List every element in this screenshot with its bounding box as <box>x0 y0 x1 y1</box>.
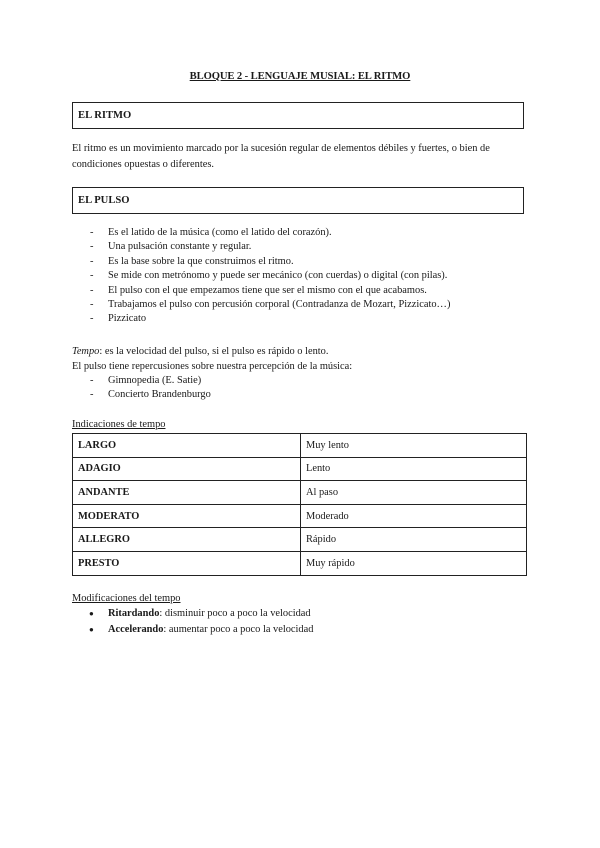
pulso-list <box>72 226 450 327</box>
list-item: - Es la base sobre la que construimos el ritmo. <box>72 255 450 269</box>
tempo-term-cell: PRESTO <box>73 551 301 575</box>
document-title: BLOQUE 2 - LENGUAJE MUSIAL: EL RITMO <box>189 71 411 82</box>
table-row <box>73 434 527 458</box>
modificaciones-list <box>72 606 313 637</box>
list-item: - Una pulsación constante y regular. <box>72 240 450 254</box>
list-item: - Trabajamos el pulso con percusión corporal (Contradanza de Mozart, Pizzicato…) <box>72 298 450 312</box>
modification-term: Ritardando <box>108 608 160 619</box>
tempo-meaning-cell: Moderado <box>301 504 527 528</box>
table-row <box>73 481 527 505</box>
tempo-term-cell: LARGO <box>73 434 301 458</box>
list-item <box>72 606 313 622</box>
list-item: - Gimnopedia (E. Satie) <box>72 374 211 388</box>
section-heading-pulso: EL PULSO <box>72 187 524 214</box>
tempo-term-cell: ANDANTE <box>73 481 301 505</box>
tempo-meaning-cell: Muy lento <box>301 434 527 458</box>
list-item: - Concierto Brandenburgo <box>72 388 211 402</box>
tempo-definition <box>72 344 528 359</box>
tempo-repercussions: El pulso tiene repercusiones sobre nuestra percepción de la música: <box>72 361 353 372</box>
list-item <box>72 622 313 638</box>
list-item: - Pizzicato <box>72 312 450 326</box>
tempo-meaning-cell: Muy rápido <box>301 551 527 575</box>
tempo-definition-text: : es la velocidad del pulso, si el pulso es rápido o lento. <box>99 346 329 357</box>
list-item: - Es el latido de la música (como el latido del corazón). <box>72 226 450 240</box>
modification-text: : aumentar poco a poco la velocidad <box>163 623 314 635</box>
tempo-examples-list <box>72 374 211 403</box>
indicaciones-heading: Indicaciones de tempo <box>72 419 166 430</box>
list-item: - El pulso con el que empezamos tiene que ser el mismo con el que acabamos. <box>72 284 450 298</box>
modification-text: : disminuir poco a poco la velocidad <box>159 608 311 619</box>
tempo-meaning-cell: Rápido <box>301 528 527 552</box>
tempo-meaning-cell: Lento <box>301 457 527 481</box>
table-row <box>73 457 527 481</box>
modification-term: Accelerando <box>108 623 164 635</box>
tempo-meaning-cell: Al paso <box>301 481 527 505</box>
modificaciones-heading: Modificaciones del tempo <box>72 593 181 604</box>
ritmo-definition: El ritmo es un movimiento marcado por la sucesión regular de elementos débiles y fuertes, o bien de condiciones opuestas o diferentes. <box>72 143 490 170</box>
table-row <box>73 528 527 552</box>
tempo-term: Tempo <box>72 346 100 357</box>
tempo-term-cell: MODERATO <box>73 504 301 528</box>
list-item: - Se mide con metrónomo y puede ser mecánico (con cuerdas) o digital (con pilas). <box>72 269 450 283</box>
table-row <box>73 504 527 528</box>
table-row <box>73 551 527 575</box>
section-heading-ritmo: EL RITMO <box>72 102 524 129</box>
tempo-term-cell: ALLEGRO <box>73 528 301 552</box>
tempo-term-cell: ADAGIO <box>73 457 301 481</box>
tempo-table <box>72 433 527 576</box>
